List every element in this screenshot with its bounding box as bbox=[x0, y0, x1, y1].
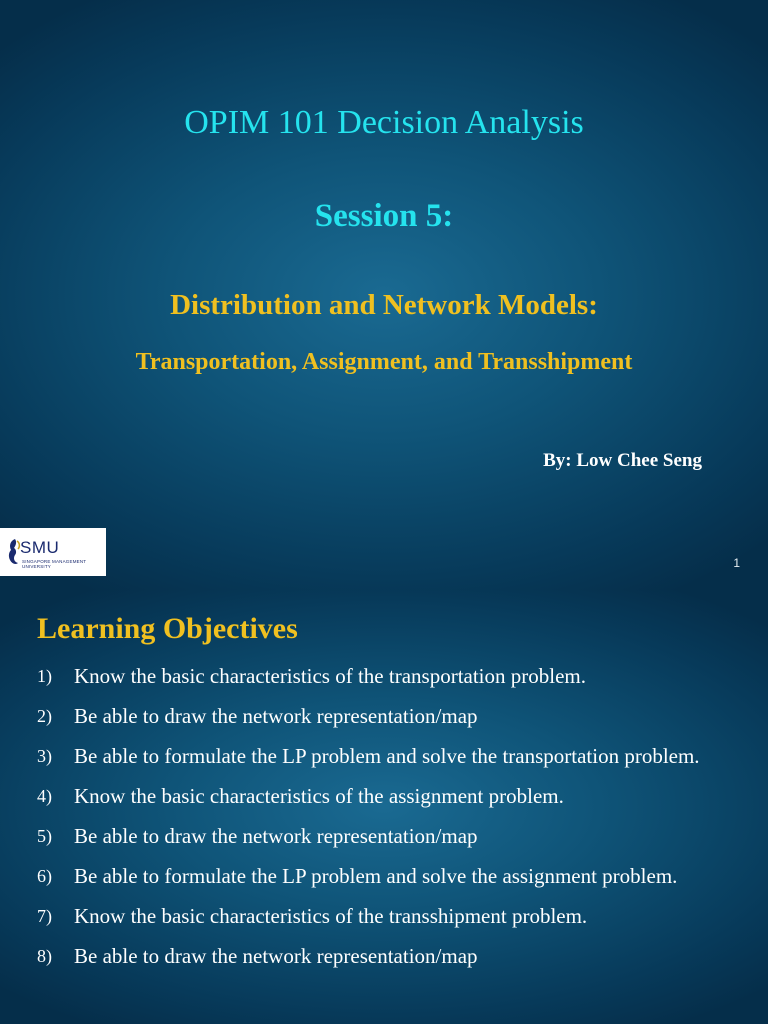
item-number: 6) bbox=[37, 866, 52, 886]
item-text: Be able to formulate the LP problem and solve the transportation problem. bbox=[74, 744, 700, 768]
list-item bbox=[0, 902, 768, 930]
item-text: Be able to draw the network representation/map bbox=[74, 824, 478, 848]
item-text: Know the basic characteristics of the assignment problem. bbox=[74, 784, 564, 808]
objectives-slide bbox=[0, 590, 768, 1024]
item-number: 3) bbox=[37, 746, 52, 766]
list-item bbox=[0, 742, 768, 770]
session-heading: Session 5: bbox=[314, 198, 454, 234]
list-item bbox=[0, 822, 768, 850]
item-number: 2) bbox=[37, 706, 52, 726]
item-number: 4) bbox=[37, 786, 52, 806]
objectives-title: Learning Objectives bbox=[37, 612, 298, 645]
item-text: Be able to draw the network representation/map bbox=[74, 944, 478, 968]
list-item bbox=[0, 702, 768, 730]
item-number: 5) bbox=[37, 826, 52, 846]
objectives-list bbox=[0, 662, 768, 982]
course-title: OPIM 101 Decision Analysis bbox=[184, 104, 584, 141]
item-text: Know the basic characteristics of the transshipment problem. bbox=[74, 904, 588, 928]
item-text: Know the basic characteristics of the transportation problem. bbox=[74, 664, 586, 688]
item-text: Be able to draw the network representation/map bbox=[74, 704, 478, 728]
item-number: 7) bbox=[37, 906, 52, 926]
list-item bbox=[0, 942, 768, 970]
author-byline: By: Low Chee Seng bbox=[543, 450, 702, 471]
item-number: 1) bbox=[37, 666, 52, 686]
list-item bbox=[0, 662, 768, 690]
smu-logo bbox=[0, 528, 106, 576]
page-number: 1 bbox=[733, 556, 740, 570]
list-item bbox=[0, 862, 768, 890]
item-text: Be able to formulate the LP problem and solve the assignment problem. bbox=[74, 864, 678, 888]
logo-subtext: SINGAPORE MANAGEMENT UNIVERSITY bbox=[22, 559, 87, 569]
list-item bbox=[0, 782, 768, 810]
lecture-subtitle: Distribution and Network Models: bbox=[170, 289, 598, 321]
logo-text: SMU bbox=[20, 538, 60, 557]
item-number: 8) bbox=[37, 946, 52, 966]
lecture-topics: Transportation, Assignment, and Transshipment bbox=[135, 349, 633, 375]
